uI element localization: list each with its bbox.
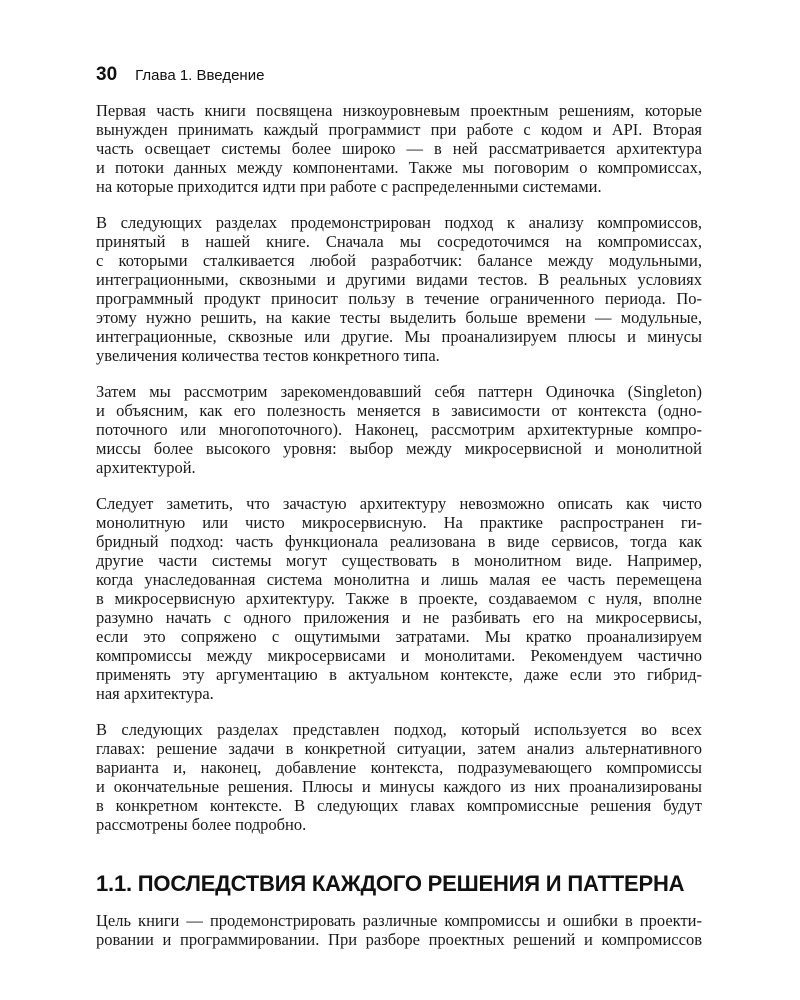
- text-line: компромиссы между микросервисами и монолитами. Рекомендуем частично: [96, 646, 702, 665]
- text-line: миссы более высокого уровня: выбор между микросервисной и монолитной: [96, 439, 702, 458]
- text-line: часть освещает системы более широко — в ней рассматривается архитектура: [96, 139, 702, 158]
- text-line: рассмотрены более подробно.: [96, 815, 307, 834]
- text-line: Затем мы рассмотрим зарекомендовавший себя паттерн Одиночка (Singleton): [96, 382, 702, 401]
- text-line: интеграционными, сквозными и другими видами тестов. В реальных условиях: [96, 270, 702, 289]
- page-number: 30: [96, 64, 118, 85]
- text-line: разумно начать с одного приложения и не разбивать его на микросервисы,: [96, 608, 702, 627]
- paragraph-2: [96, 213, 702, 365]
- paragraph-1: [96, 101, 702, 196]
- text-line: в конкретном контексте. В следующих главах компромиссные решения будут: [96, 796, 702, 815]
- text-line: Первая часть книги посвящена низкоуровневым проектным решениям, которые: [96, 101, 702, 120]
- text-line: варианта и, наконец, добавление контекста, подразумевающего компромиссы: [96, 758, 702, 777]
- paragraph-3: [96, 382, 702, 477]
- text-line: если это сопряжено с ощутимыми затратами. Мы кратко проанализируем: [96, 627, 702, 646]
- text-line: на которые приходится идти при работе с распределенными системами.: [96, 177, 602, 196]
- text-line: ровании и программировании. При разборе проектных решений и компромиссов: [96, 930, 702, 949]
- text-line: бридный подход: часть функционала реализована в виде сервисов, тогда как: [96, 532, 702, 551]
- section-paragraph: [96, 911, 702, 949]
- text-line: этому нужно решить, на какие тесты выделить больше времени — модульные,: [96, 308, 702, 327]
- page-body: [96, 101, 702, 966]
- text-line: интеграционные, сквозные или другие. Мы проанализируем плюсы и минусы: [96, 327, 702, 346]
- text-line: с которыми сталкивается любой разработчик: балансе между модульными,: [96, 251, 702, 270]
- text-line: когда унаследованная система монолитна и лишь малая ее часть перемещена: [96, 570, 702, 589]
- text-line: архитектурой.: [96, 458, 196, 477]
- text-line: монолитную или чисто микросервисную. На практике распространен ги-: [96, 513, 702, 532]
- text-line: ная архитектура.: [96, 684, 214, 703]
- text-line: в микросервисную архитектуру. Также в проекте, создаваемом с нуля, вполне: [96, 589, 702, 608]
- paragraph-5: [96, 720, 702, 834]
- text-line: и объясним, как его полезность меняется в зависимости от контекста (одно-: [96, 401, 702, 420]
- text-line: увеличения количества тестов конкретного типа.: [96, 346, 440, 365]
- text-line: и окончательные решения. Плюсы и минусы каждого из них проанализированы: [96, 777, 702, 796]
- text-line: В следующих разделах представлен подход, который используется во всех: [96, 720, 702, 739]
- text-line: В следующих разделах продемонстрирован подход к анализу компромиссов,: [96, 213, 702, 232]
- text-line: и потоки данных между компонентами. Также мы поговорим о компромиссах,: [96, 158, 702, 177]
- text-line: главах: решение задачи в конкретной ситуации, затем анализ альтернативного: [96, 739, 702, 758]
- text-line: поточного или многопоточного). Наконец, рассмотрим архитектурные компро-: [96, 420, 702, 439]
- text-line: принятый в нашей книге. Сначала мы сосредоточимся на компромиссах,: [96, 232, 702, 251]
- text-line: Следует заметить, что зачастую архитектуру невозможно описать как чисто: [96, 494, 702, 513]
- running-head: Глава 1. Введение: [135, 67, 265, 84]
- paragraph-4: [96, 494, 702, 703]
- text-line: Цель книги — продемонстрировать различные компромиссы и ошибки в проекти-: [96, 911, 702, 930]
- text-line: вынужден принимать каждый программист при работе с кодом и API. Вторая: [96, 120, 702, 139]
- section-heading: 1.1. ПОСЛЕДСТВИЯ КАЖДОГО РЕШЕНИЯ И ПАТТЕРНА: [96, 871, 685, 896]
- text-line: программный продукт приносит пользу в течение ограниченного периода. По-: [96, 289, 702, 308]
- page-header: [96, 64, 264, 86]
- text-line: другие части системы могут существовать в монолитном виде. Например,: [96, 551, 702, 570]
- text-line: применять эту аргументацию в актуальном контексте, даже если это гибрид-: [96, 665, 702, 684]
